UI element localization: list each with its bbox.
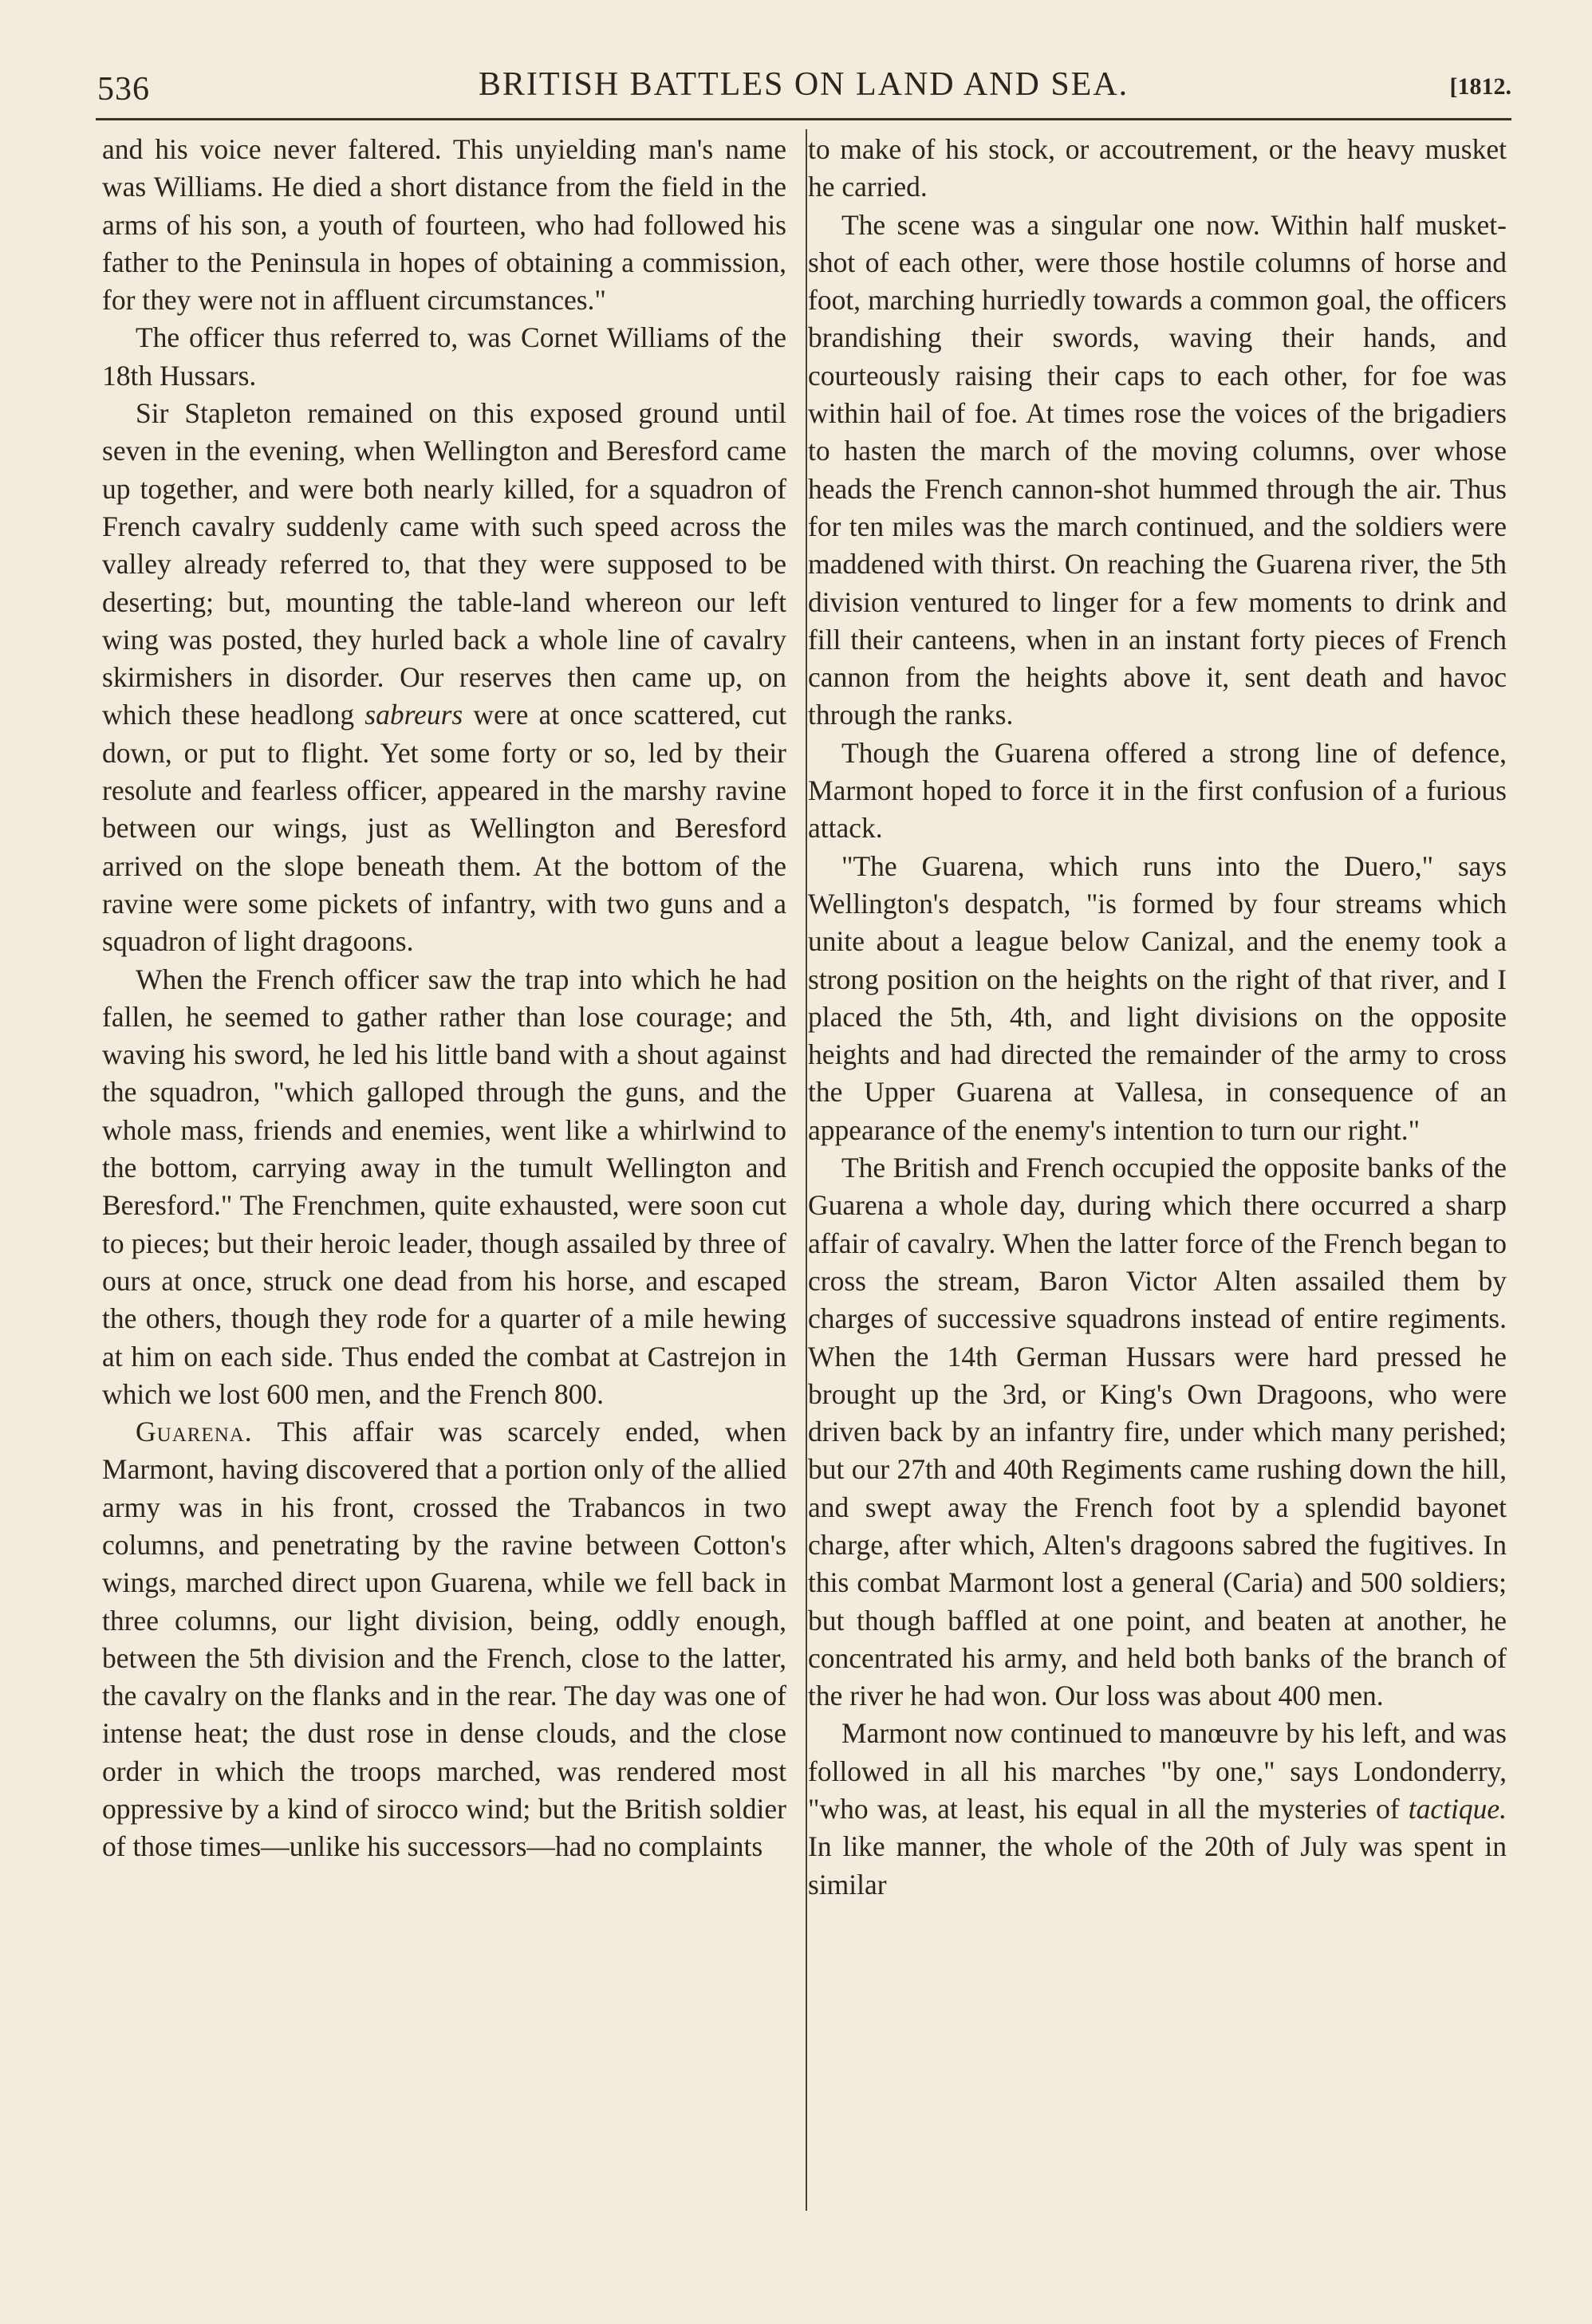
italic-term: sabreurs [365,699,463,731]
left-column [102,131,786,1866]
paragraph [808,207,1507,735]
paragraph-text: "The Guarena, which runs into the Duero," says Wellington's despatch, "is formed by four streams which unite about a league below Canizal, and the enemy took a strong position on the heights on the right of that river, and I placed the 5th, 4th, and light divisions on the opposite heights and had directed the remainder of the army to cross the Upper Guarena at Vallesa, in consequence of an appearance of the enemy's intention to turn our right." [808,849,1507,1146]
running-year: [1812. [1449,73,1511,100]
paragraph-text: The British and French occupied the opposite banks of the Guarena a whole day, during which there occurred a sharp affair of cavalry. When the latter force of the French began to cross the stream, Baron Victor Alten assailed them by charges of successive squadrons instead of entire regiments. When the 14th German Hussars were hard pressed he brought up the 3rd, or King's Own Dragoons, who were driven back by an infantry fire, under which many perished; but our 27th and 40th Regiments came rushing down the hill, and swept away the French foot by a splendid bayonet charge, after which, Alten's dragoons sabred the fugitives. In this combat Marmont lost a general (Caria) and 500 soldiers; but though baffled at one point, and beaten at another, he concentrated his army, and held both banks of the branch of the river he had won. Our loss was about 400 men. [808,1152,1507,1712]
right-column [808,131,1507,1904]
paragraph-text: Marmont now continued to manœuvre by his left, and was followed in all his marches "by one," says Londonderry, "who was, at least, his equal in all the mysteries of [808,1717,1507,1826]
italic-term: tactique. [1408,1793,1507,1826]
running-title: BRITISH BATTLES ON LAND AND SEA. [478,66,1129,103]
paragraph-text: were at once scattered, cut down, or put to flight. Yet some forty or so, led by their resolute and fearless officer, appeared in the marshy ravine between our wings, just as Wellington and Beresford arrived on the slope beneath them. At the bottom of the ravine were some pickets of infantry, with two guns and a squadron of light dragoons. [102,699,787,958]
paragraph-text: and his voice never faltered. This unyielding man's name was Williams. He died a short distance from the field in the arms of his son, a youth of fourteen, who had followed his father to the Peninsula in hopes of obtaining a commission, for they were not in affluent circumstances." [102,133,786,317]
paragraph [102,395,786,960]
paragraph-text: Though the Guarena offered a strong line of defence, Marmont hoped to force it in the first confusion of a furious attack. [808,736,1507,845]
section-sidehead: Guarena. [136,1416,253,1448]
paragraph-text: Sir Stapleton remained on this exposed ground until seven in the evening, when Wellington and Beresford came up together, and were both nearly killed, for a squadron of French cavalry suddenly came with such speed across the valley already referred to, that they were supposed to be deserting; but, mounting the table-land whereon our left wing was posted, they hurled back a whole line of cavalry skirmishers in disorder. Our reserves then came up, on which these headlong [102,397,786,731]
paragraph-text: The scene was a singular one now. Within half musket-shot of each other, were those hostile columns of horse and foot, marching hurriedly towards a common goal, the officers brandishing their swords, waving their hands, and courteously raising their caps to each other, for foe was within hail of foe. At times rose the voices of the brigadiers to hasten the march of the moving columns, over whose heads the French cannon-shot hummed through the air. Thus for ten miles was the march continued, and the soldiers were maddened with thirst. On reaching the Guarena river, the 5th division ventured to linger for a few moments to drink and fill their canteens, when in an instant forty pieces of French cannon from the heights above it, sent death and havoc through the ranks. [808,208,1507,731]
paragraph [102,1413,786,1866]
paragraph [808,131,1507,207]
paragraph [808,735,1507,848]
column-divider [806,129,807,2211]
paragraph-text: to make of his stock, or accoutrement, or the heavy musket he carried. [808,133,1507,203]
paragraph-text: This affair was scarcely ended, when Marmont, having discovered that a portion only of the allied army was in his front, crossed the Trabancos in two columns, and penetrating by the ravine between Cotton's wings, marched direct upon Guarena, while we fell back in three columns, our light division, being, oddly enough, between the 5th division and the French, close to the latter, the cavalry on the flanks and in the rear. The day was one of intense heat; the dust rose in dense clouds, and the close order in which the troops marched, was rendered most oppressive by a kind of sirocco wind; but the British soldier of those times—unlike his successors—had no complaints [102,1416,786,1863]
running-head [96,62,1511,115]
paragraph [102,319,786,395]
header-rule [96,118,1511,120]
paragraph [102,961,786,1414]
paragraph-text: When the French officer saw the trap into which he had fallen, he seemed to gather rather than lose courage; and waving his sword, he led his little band with a shout against the squadron, "which galloped through the guns, and the whole mass, friends and enemies, went like a whirlwind to the bottom, carrying away in the tumult Wellington and Beresford." The Frenchmen, quite exhausted, were soon cut to pieces; but their heroic leader, though assailed by three of ours at once, struck one dead from his horse, and escaped the others, though they rode for a quarter of a mile hewing at him on each side. Thus ended the combat at Castrejon in which we lost 600 men, and the French 800. [102,963,786,1410]
paragraph-text: The officer thus referred to, was Cornet Williams of the 18th Hussars. [102,321,786,392]
paragraph [808,848,1507,1149]
paragraph [102,131,786,319]
page-number: 536 [97,71,150,108]
paragraph [808,1149,1507,1715]
paragraph-text: In like manner, the whole of the 20th of July was spent in similar [808,1830,1507,1901]
paragraph [808,1715,1507,1903]
